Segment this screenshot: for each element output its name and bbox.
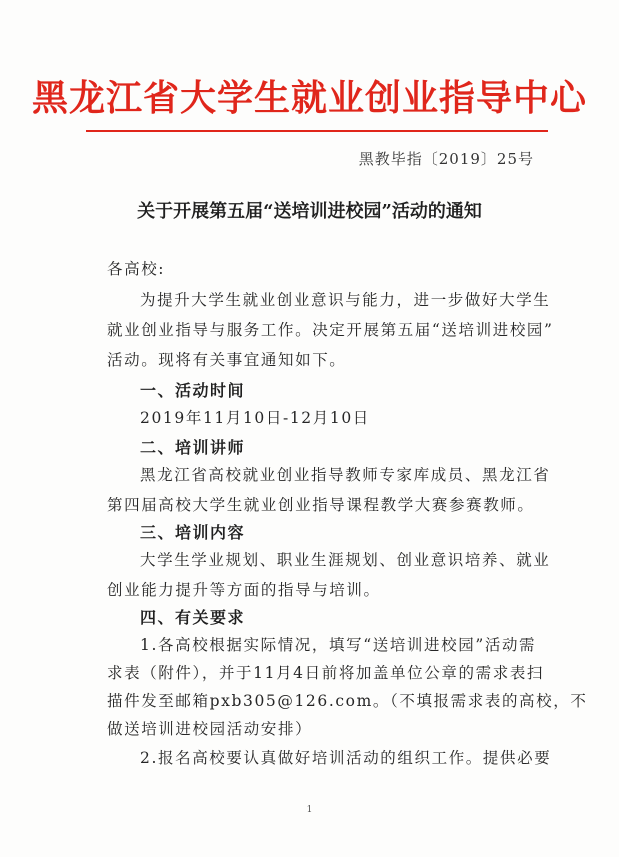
org-header-title: 黑龙江省大学生就业创业指导中心: [31, 77, 587, 119]
intro-line: 活动。现将有关事宜通知如下。: [107, 351, 347, 369]
section-line: 描件发至邮箱pxb305@126.com。（不填报需求表的高校，不: [107, 692, 588, 710]
section-line: 2.报名高校要认真做好培训活动的组织工作。提供必要: [140, 749, 552, 767]
intro-line: 就业创业指导与服务工作。决定开展第五届“送培训进校园”: [107, 321, 554, 339]
salutation: 各高校:: [107, 260, 166, 278]
section-line: 求表（附件），并于11月4日前将加盖单位公章的需求表扫: [107, 664, 545, 682]
document-number: 黑教毕指〔2019〕25号: [358, 150, 534, 168]
section-line: 第四届高校大学生就业创业指导课程教学大赛参赛教师。: [107, 496, 535, 514]
section-heading-trainers: 二、培训讲师: [140, 438, 246, 457]
section-heading-time: 一、活动时间: [140, 381, 246, 400]
section-heading-content: 三、培训内容: [140, 523, 246, 542]
section-line: 1.各高校根据实际情况，填写“送培训进校园”活动需: [140, 636, 537, 654]
notice-title: 关于开展第五届“送培训进校园”活动的通知: [137, 201, 482, 222]
header-red-rule: [86, 130, 548, 132]
section-line: 创业能力提升等方面的指导与培训。: [107, 581, 381, 599]
section-heading-requirements: 四、有关要求: [140, 608, 246, 627]
section-line: 黑龙江省高校就业创业指导教师专家库成员、黑龙江省: [140, 466, 551, 484]
page-number: 1: [306, 805, 313, 815]
section-line: 2019年11月10日-12月10日: [140, 409, 370, 427]
section-line: 大学生学业规划、职业生涯规划、创业意识培养、就业: [140, 551, 551, 569]
section-line: 做送培训进校园活动安排）: [107, 720, 313, 738]
intro-line: 为提升大学生就业创业意识与能力，进一步做好大学生: [140, 291, 551, 309]
